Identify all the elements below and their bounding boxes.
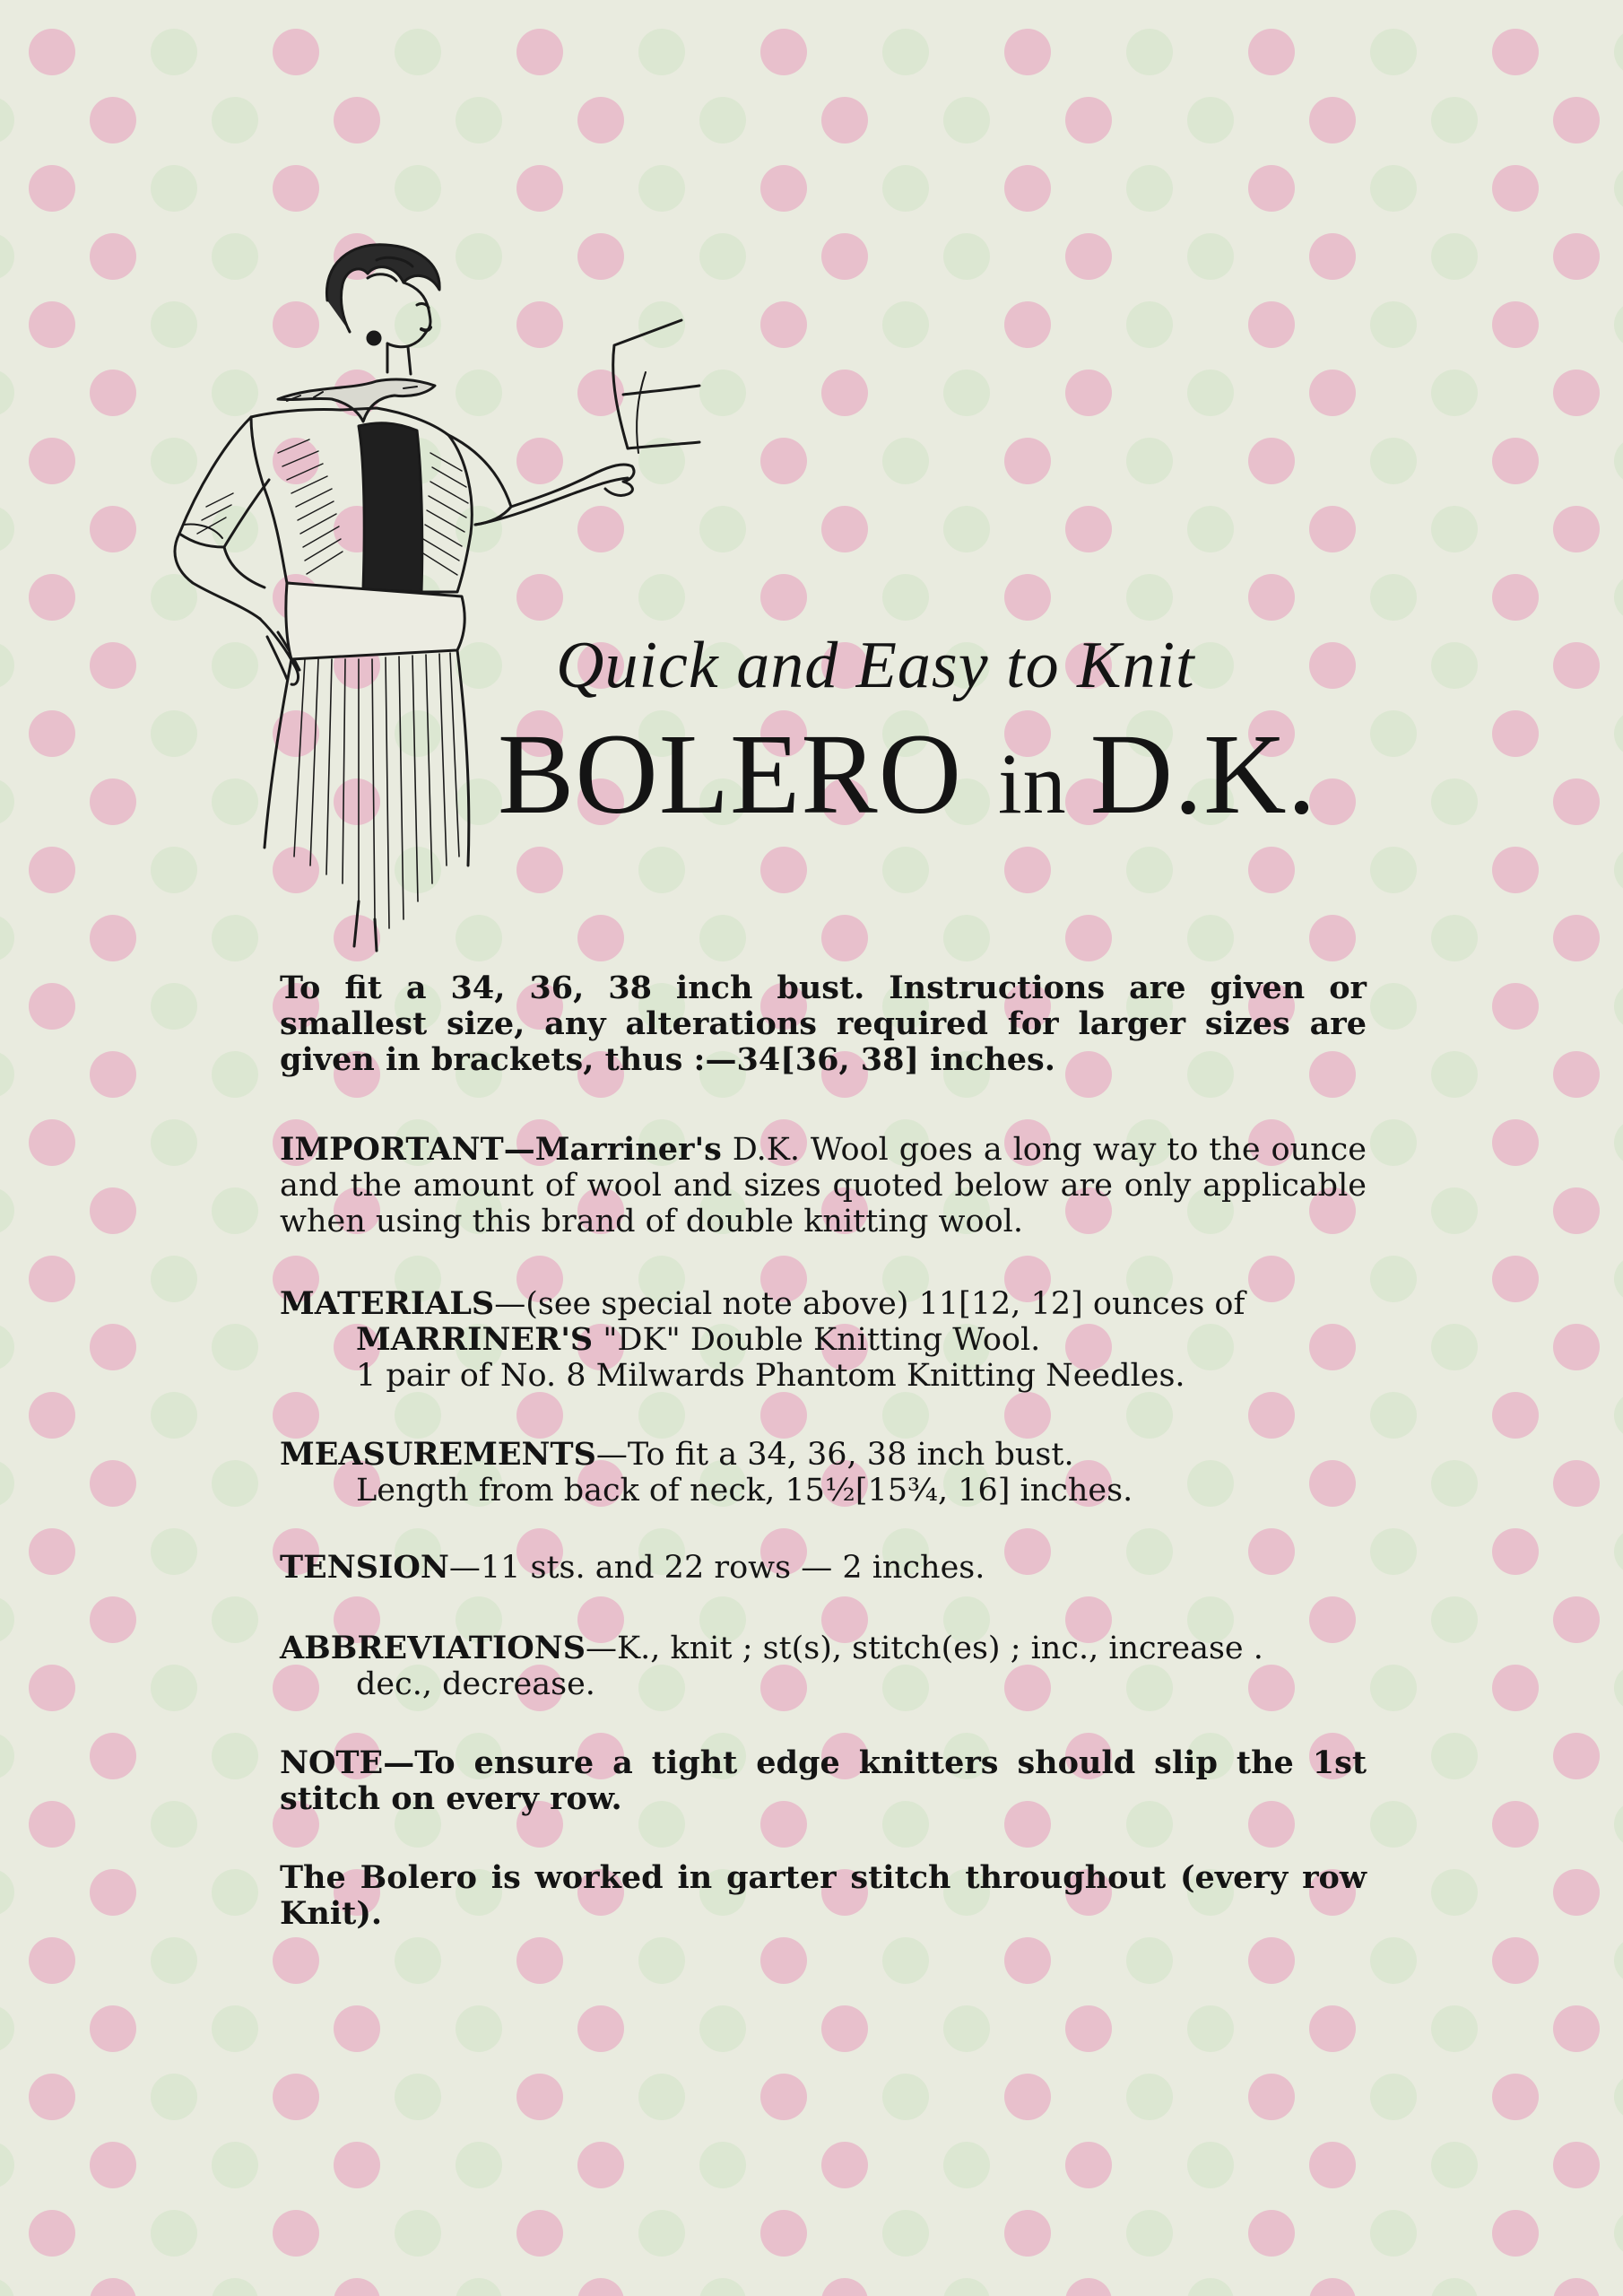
measurements-paragraph: [280, 1437, 1367, 1509]
materials-brand: MARRINER'S: [356, 1321, 594, 1358]
abbreviations-paragraph: [280, 1631, 1367, 1702]
tension-paragraph: [280, 1550, 1367, 1586]
materials-label: MATERIALS: [280, 1285, 495, 1322]
materials-line-1: [280, 1286, 1245, 1322]
title-main: BOLERO: [498, 710, 962, 838]
intro-paragraph: To fit a 34, 36, 38 inch bust. Instructions are given or smallest size, any alterations required for larger sizes are given in brackets, thus :—34[36, 38] inches.: [280, 970, 1367, 1078]
title-suffix: D.K.: [1089, 710, 1317, 838]
materials-paragraph: [280, 1286, 1367, 1394]
important-paragraph: [280, 1132, 1367, 1239]
materials-text: —(see special note above) 11[12, 12] ounces of: [494, 1286, 1245, 1322]
measurements-text: —To fit a 34, 36, 38 inch bust.: [595, 1437, 1074, 1473]
measurements-line-2: Length from back of neck, 15½[15¾, 16] inches.: [356, 1473, 1133, 1509]
abbreviations-line-1: [280, 1631, 1263, 1666]
abbreviations-label: ABBREVIATIONS: [280, 1630, 586, 1666]
important-text: D.K. Wool goes a long way to the ounce and the amount of wool and sizes quoted below are only applicable when using this brand of double knitting wool.: [280, 1132, 1367, 1239]
important-label: IMPORTANT—Marriner's: [280, 1131, 722, 1168]
materials-line-2: [280, 1322, 1367, 1358]
pattern-title: [498, 709, 1317, 840]
tension-text: —11 sts. and 22 rows — 2 inches.: [448, 1550, 985, 1586]
measurements-line-1: [280, 1437, 1074, 1473]
woman-in-bolero-illustration: [108, 238, 717, 955]
pattern-subtitle: Quick and Easy to Knit: [556, 629, 1195, 702]
abbreviations-text: —K., knit ; st(s), stitch(es) ; inc., increase .: [586, 1631, 1263, 1666]
abbreviations-line-2: dec., decrease.: [356, 1666, 595, 1702]
pattern-instructions: [280, 970, 1367, 1932]
measurements-label: MEASUREMENTS: [280, 1436, 596, 1473]
materials-brand-rest: "DK" Double Knitting Wool.: [593, 1322, 1041, 1358]
garter-paragraph: The Bolero is worked in garter stitch throughout (every row Knit).: [280, 1859, 1367, 1932]
tension-label: TENSION: [280, 1549, 449, 1586]
title-in: in: [998, 735, 1067, 831]
note-paragraph: NOTE—To ensure a tight edge knitters should slip the 1st stitch on every row.: [280, 1744, 1367, 1817]
materials-line-3: 1 pair of No. 8 Milwards Phantom Knitting Needles.: [356, 1358, 1185, 1394]
